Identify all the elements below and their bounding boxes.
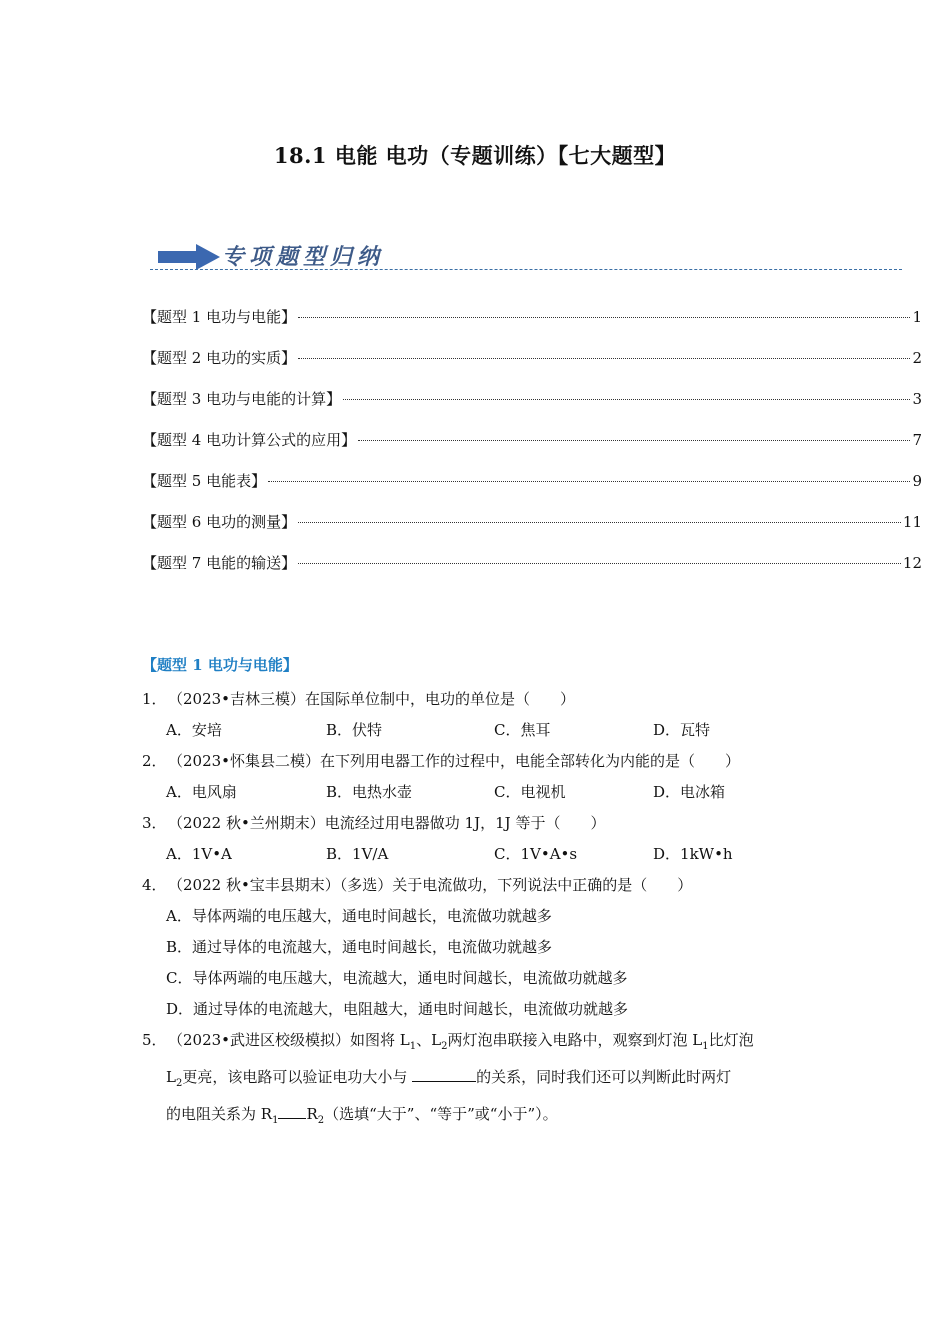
toc-entry-label: 【题型 6 电功的测量】: [142, 513, 297, 531]
answer-blank-1[interactable]: [412, 1066, 476, 1082]
question-number: 3．: [142, 814, 167, 832]
toc-entry[interactable]: [142, 511, 922, 552]
document-title: 18.1 电能 电功（专题训练）【七大题型】: [273, 143, 677, 168]
question-3: [142, 808, 842, 839]
toc-entry-page: 7: [912, 431, 922, 449]
question-2-options: [142, 777, 842, 808]
toc-entry-page: 1: [912, 308, 922, 326]
option-c: C．导体两端的电压越大，电流越大，通电时间越长，电流做功就越多: [166, 969, 628, 987]
toc-leader: [298, 563, 901, 564]
question-text: 更亮，该电路可以验证电功大小与: [182, 1068, 413, 1086]
question-text: （2022 秋•宝丰县期末）（多选）关于电流做功，下列说法中正确的是（ ）: [168, 876, 693, 894]
option-c: C．焦耳: [494, 721, 551, 739]
banner-text: 专项题型归纳: [222, 245, 385, 270]
question-text: （2023•武进区校级模拟）如图将 L: [168, 1031, 410, 1049]
question-5: [142, 1025, 842, 1062]
option-a: A．电风扇: [166, 783, 237, 801]
question-text: （2022 秋•兰州期末）电流经过用电器做功 1J，1J 等于（ ）: [168, 814, 606, 832]
question-3-options: [142, 839, 842, 870]
option-d: D．1kW•h: [653, 845, 733, 863]
question-2: [142, 746, 842, 777]
answer-blank-2[interactable]: [278, 1103, 306, 1119]
toc-leader: [298, 522, 901, 523]
arrow-right-icon: [158, 244, 220, 270]
question-1: [142, 684, 842, 715]
table-of-contents: [142, 306, 922, 593]
question-text: L: [166, 1068, 176, 1086]
toc-entry-label: 【题型 2 电功的实质】: [142, 349, 297, 367]
option-a: A．1V•A: [166, 845, 232, 863]
section-heading: 【题型 1 电功与电能】: [142, 656, 298, 674]
option-a: A．导体两端的电压越大，通电时间越长，电流做功就越多: [166, 907, 552, 925]
question-text: 的电阻关系为 R: [166, 1105, 273, 1123]
section-banner: [150, 238, 902, 274]
question-text: （2023•怀集县二模）在下列用电器工作的过程中，电能全部转化为内能的是（ ）: [168, 752, 741, 770]
subscript: 2: [441, 1041, 448, 1052]
option-d: D．电冰箱: [653, 783, 726, 801]
option-b: B．通过导体的电流越大，通电时间越长，电流做功就越多: [166, 938, 553, 956]
toc-entry[interactable]: [142, 552, 922, 593]
option-d: D．通过导体的电流越大，电阻越大，通电时间越长，电流做功就越多: [166, 1000, 629, 1018]
subscript: 1: [272, 1115, 279, 1126]
toc-leader: [268, 481, 910, 482]
toc-leader: [358, 440, 910, 441]
subscript: 2: [175, 1078, 183, 1089]
toc-entry-label: 【题型 4 电功计算公式的应用】: [142, 431, 357, 449]
option-a: A．安培: [166, 721, 222, 739]
question-1-options: [142, 715, 842, 746]
question-4: [142, 870, 842, 901]
toc-entry-page: 12: [902, 554, 922, 572]
option-b: B．1V/A: [326, 845, 389, 863]
toc-entry-label: 【题型 1 电功与电能】: [142, 308, 297, 326]
question-text: R: [306, 1105, 318, 1123]
option-c: C．1V•A•s: [494, 845, 578, 863]
question-number: 2．: [142, 752, 167, 770]
toc-leader: [298, 317, 910, 318]
toc-entry-label: 【题型 3 电功与电能的计算】: [142, 390, 342, 408]
toc-entry-page: 9: [912, 472, 922, 490]
toc-entry[interactable]: [142, 306, 922, 347]
option-d: D．瓦特: [653, 721, 711, 739]
question-number: 1．: [142, 690, 167, 708]
banner-divider: [150, 269, 902, 270]
question-text: （2023•吉林三模）在国际单位制中，电功的单位是（ ）: [168, 690, 576, 708]
question-text: （选填“大于”、“等于”或“小于”）。: [324, 1105, 558, 1123]
question-number: 4．: [142, 876, 167, 894]
question-list: [142, 684, 842, 1136]
option-c: C．电视机: [494, 783, 566, 801]
subscript: 1: [702, 1041, 709, 1052]
option-b: B．伏特: [326, 721, 383, 739]
option-b: B．电热水壶: [326, 783, 413, 801]
question-5-line-2: [142, 1062, 842, 1099]
toc-entry[interactable]: [142, 429, 922, 470]
toc-entry[interactable]: [142, 388, 922, 429]
toc-leader: [298, 358, 910, 359]
toc-leader: [343, 399, 910, 400]
question-text: 的关系，同时我们还可以判断此时两灯: [476, 1068, 732, 1086]
question-text: 两灯泡串联接入电路中，观察到灯泡 L: [447, 1031, 703, 1049]
toc-entry-page: 11: [902, 513, 922, 531]
question-number: 5．: [142, 1031, 167, 1049]
toc-entry-label: 【题型 7 电能的输送】: [142, 554, 297, 572]
question-text: 、L: [416, 1031, 442, 1049]
toc-entry-page: 2: [912, 349, 922, 367]
toc-entry[interactable]: [142, 347, 922, 388]
question-text: 比灯泡: [708, 1031, 754, 1049]
toc-entry-page: 3: [912, 390, 922, 408]
question-5-line-3: [142, 1099, 842, 1136]
subscript: 2: [317, 1115, 325, 1126]
toc-entry[interactable]: [142, 470, 922, 511]
toc-entry-label: 【题型 5 电能表】: [142, 472, 267, 490]
subscript: 1: [409, 1041, 417, 1052]
